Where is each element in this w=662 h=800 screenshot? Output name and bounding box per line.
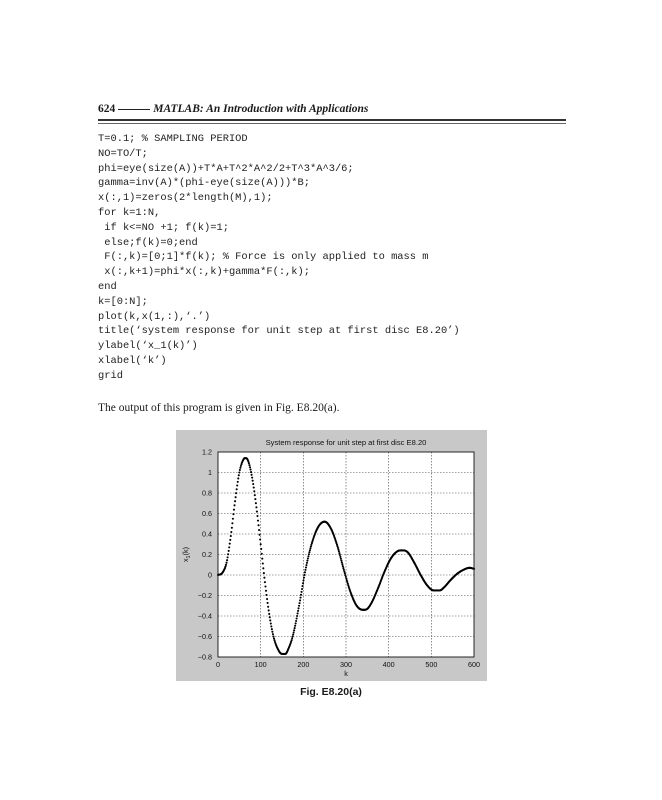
- running-header: [98, 101, 566, 117]
- data-point: [304, 571, 306, 573]
- data-point: [309, 547, 311, 549]
- data-point: [258, 529, 260, 531]
- data-point: [261, 553, 263, 555]
- data-point: [224, 566, 226, 568]
- x-tick-label: 0: [216, 660, 220, 669]
- data-point: [307, 557, 309, 559]
- data-point: [232, 513, 234, 515]
- data-point: [294, 627, 296, 629]
- data-point: [306, 560, 308, 562]
- data-point: [235, 492, 237, 494]
- data-point: [339, 556, 341, 558]
- y-tick-label: 0.6: [202, 509, 212, 518]
- data-point: [308, 553, 310, 555]
- data-point: [292, 635, 294, 637]
- data-point: [271, 628, 273, 630]
- data-point: [231, 527, 233, 529]
- code-line: gamma=inv(A)*(phi-eye(size(A)))*B;: [98, 177, 311, 190]
- y-tick-label: −0.8: [197, 652, 212, 662]
- data-point: [267, 606, 269, 608]
- data-point: [270, 622, 272, 624]
- y-tick-label: −0.4: [197, 611, 212, 621]
- data-point: [259, 538, 261, 540]
- data-point: [253, 487, 255, 489]
- code-line: title(‘system response for unit step at first disc E8.20’): [98, 325, 460, 338]
- data-point: [302, 579, 304, 581]
- data-point: [239, 469, 241, 471]
- y-tick-label: −0.6: [197, 632, 212, 641]
- figure-frame: [176, 430, 487, 681]
- data-point: [291, 639, 293, 641]
- y-tick-label: 1: [208, 468, 212, 477]
- data-point: [231, 522, 233, 524]
- data-point: [341, 562, 343, 564]
- code-line: end: [98, 280, 117, 293]
- data-point: [248, 462, 250, 464]
- x-tick-label: 600: [468, 660, 480, 669]
- data-point: [292, 634, 294, 636]
- data-point: [236, 488, 238, 490]
- data-point: [303, 574, 305, 576]
- data-point: [264, 585, 266, 587]
- data-point: [250, 471, 252, 473]
- data-point: [263, 577, 265, 579]
- y-tick-label: −0.2: [197, 591, 212, 600]
- data-point: [302, 582, 304, 584]
- data-point: [299, 599, 301, 601]
- data-point: [293, 629, 295, 631]
- header-rule: [98, 119, 566, 121]
- data-point: [225, 564, 227, 566]
- data-point: [257, 520, 259, 522]
- data-point: [340, 560, 342, 562]
- data-point: [235, 496, 237, 498]
- data-point: [300, 594, 302, 596]
- data-point: [257, 524, 259, 526]
- code-line: if k<=NO +1; f(k)=1;: [98, 221, 229, 234]
- code-line: k=[0:N];: [98, 295, 148, 308]
- data-point: [294, 625, 296, 627]
- data-point: [265, 590, 267, 592]
- data-point: [295, 620, 297, 622]
- header-rule-thin: [98, 123, 566, 124]
- code-line: for k=1:N,: [98, 206, 161, 219]
- y-axis-label: $x_1(k)$: [181, 546, 192, 563]
- data-point: [272, 633, 274, 635]
- code-line: x(:,k+1)=phi*x(:,k)+gamma*F(:,k);: [98, 266, 311, 279]
- y-tick-label: 1.2: [202, 447, 212, 457]
- data-point: [227, 553, 229, 555]
- data-point: [256, 515, 258, 517]
- data-point: [341, 563, 343, 565]
- data-point: [262, 562, 264, 564]
- data-point: [255, 502, 257, 504]
- data-point: [304, 569, 306, 571]
- data-point: [293, 631, 295, 633]
- data-point: [270, 625, 272, 627]
- data-point: [249, 469, 251, 471]
- data-point: [234, 500, 236, 502]
- data-point: [233, 509, 235, 511]
- data-point: [310, 546, 312, 548]
- y-tick-label: 0.4: [202, 529, 212, 539]
- data-point: [254, 494, 256, 496]
- data-point: [342, 567, 344, 569]
- data-point: [238, 474, 240, 476]
- data-point: [228, 550, 230, 552]
- x-tick-label: 100: [254, 660, 267, 669]
- data-point: [265, 594, 267, 596]
- data-point: [239, 467, 241, 469]
- data-point: [338, 552, 340, 554]
- data-point: [273, 638, 275, 640]
- data-point: [298, 607, 300, 609]
- y-tick-label: 0.8: [202, 488, 212, 498]
- data-point: [295, 622, 297, 624]
- data-point: [264, 581, 266, 583]
- data-point: [303, 577, 305, 579]
- data-point: [254, 498, 256, 500]
- code-line: x(:,1)=zeros(2*length(M),1);: [98, 192, 273, 205]
- data-point: [251, 477, 253, 479]
- x-axis-label: k: [344, 669, 348, 678]
- data-point: [237, 481, 239, 483]
- data-point: [225, 562, 227, 564]
- data-point: [237, 477, 239, 479]
- data-point: [296, 617, 298, 619]
- data-point: [228, 546, 230, 548]
- data-point: [226, 559, 228, 561]
- data-point: [253, 490, 255, 492]
- code-listing: [98, 132, 460, 384]
- data-point: [229, 543, 231, 545]
- data-point: [307, 555, 309, 557]
- code-line: xlabel(‘k’): [98, 354, 167, 367]
- code-line: grid: [98, 369, 123, 382]
- data-point: [262, 567, 264, 569]
- code-line: NO=TO/T;: [98, 147, 148, 160]
- data-point: [306, 562, 308, 564]
- data-point: [299, 597, 301, 599]
- header-dash: [118, 109, 150, 110]
- code-line: T=0.1; % SAMPLING PERIOD: [98, 133, 248, 145]
- data-point: [298, 605, 300, 607]
- data-point: [269, 616, 271, 618]
- code-line: else;f(k)=0;end: [98, 236, 198, 249]
- data-point: [267, 602, 269, 604]
- x-tick-label: 500: [425, 660, 438, 669]
- code-line: plot(k,x(1,:),‘.’): [98, 310, 211, 323]
- data-point: [296, 615, 298, 617]
- data-point: [252, 480, 254, 482]
- chart-title: System response for unit step at first disc E8.20: [265, 438, 427, 447]
- data-point: [305, 566, 307, 568]
- x-tick-label: 300: [340, 660, 352, 669]
- code-line: ylabel(‘x_1(k)’): [98, 340, 198, 353]
- data-point: [344, 572, 346, 574]
- data-point: [272, 635, 274, 637]
- data-point: [255, 506, 257, 508]
- code-line: F(:,k)=[0;1]*f(k); % Force is only applied to mass m: [98, 251, 429, 264]
- data-point: [230, 531, 232, 533]
- data-point: [260, 548, 262, 550]
- data-point: [342, 565, 344, 567]
- data-point: [227, 556, 229, 558]
- data-point: [340, 558, 342, 560]
- data-point: [301, 585, 303, 587]
- x-tick-label: 400: [382, 660, 395, 669]
- x-tick-label: 200: [297, 660, 310, 669]
- data-point: [269, 619, 271, 621]
- data-point: [249, 466, 251, 468]
- data-point: [299, 602, 301, 604]
- data-point: [233, 504, 235, 506]
- data-point: [300, 591, 302, 593]
- data-point: [271, 631, 273, 633]
- data-point: [260, 543, 262, 545]
- data-point: [291, 637, 293, 639]
- data-point: [338, 550, 340, 552]
- data-point: [261, 558, 263, 560]
- data-point: [238, 471, 240, 473]
- data-point: [251, 474, 253, 476]
- book-title: MATLAB: An Introduction with Applications: [153, 103, 369, 115]
- data-point: [268, 613, 270, 615]
- data-point: [309, 549, 311, 551]
- data-point: [297, 612, 299, 614]
- data-point: [297, 610, 299, 612]
- figure-caption: Fig. E8.20(a): [300, 686, 362, 698]
- data-point: [230, 535, 232, 537]
- data-point: [263, 572, 265, 574]
- data-point: [229, 539, 231, 541]
- page-number: 624: [98, 103, 116, 115]
- response-chart: [176, 430, 487, 681]
- data-point: [259, 534, 261, 536]
- code-line: phi=eye(size(A))+T*A+T^2*A^2/2+T^3*A^3/6;: [98, 162, 354, 175]
- data-point: [266, 598, 268, 600]
- y-tick-label: 0: [208, 570, 212, 580]
- data-point: [236, 484, 238, 486]
- data-point: [256, 511, 258, 513]
- data-point: [301, 588, 303, 590]
- y-tick-label: 0.2: [202, 550, 212, 559]
- data-point: [268, 609, 270, 611]
- body-paragraph: The output of this program is given in Fig. E8.20(a).: [98, 402, 340, 414]
- data-point: [308, 551, 310, 553]
- data-point: [252, 483, 254, 485]
- data-point: [248, 464, 250, 466]
- data-point: [339, 554, 341, 556]
- data-point: [305, 564, 307, 566]
- data-point: [232, 518, 234, 520]
